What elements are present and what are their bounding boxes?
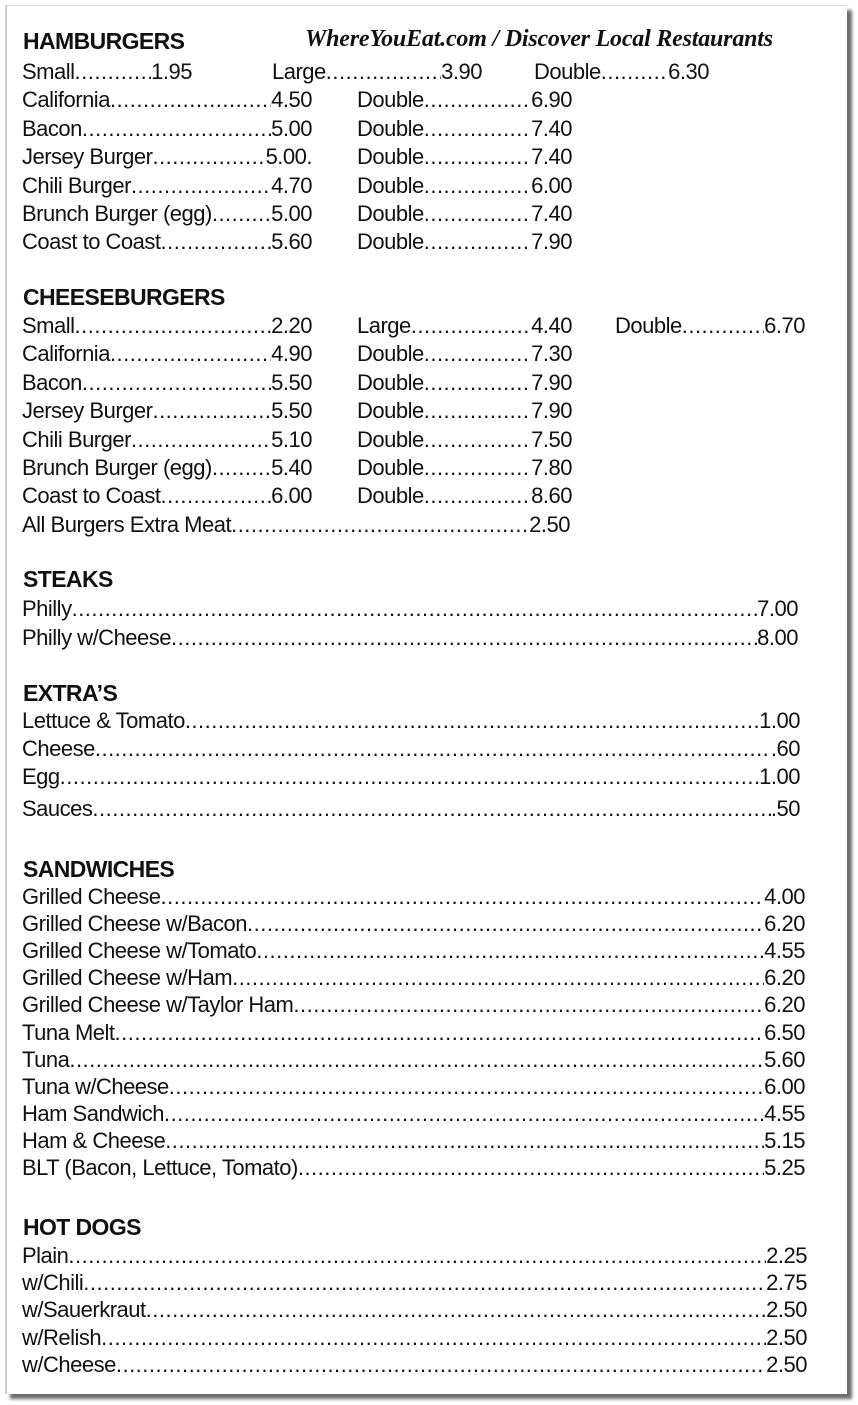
dot-leader bbox=[424, 370, 531, 396]
item-name: Small bbox=[22, 313, 75, 338]
dot-leader bbox=[72, 596, 758, 622]
section-title-steaks: STEAKS bbox=[23, 566, 113, 592]
dot-leader bbox=[82, 116, 271, 142]
item-price: 2.50 bbox=[529, 512, 570, 537]
menu-item bbox=[22, 1101, 805, 1127]
item-price: 5.15 bbox=[764, 1127, 805, 1153]
dot-leader bbox=[601, 59, 668, 85]
section-title-hot-dogs: HOT DOGS bbox=[23, 1214, 141, 1240]
item-price: 2.25 bbox=[766, 1243, 807, 1268]
item-name: Philly w/Cheese bbox=[22, 624, 172, 650]
item-name: Double bbox=[357, 87, 424, 113]
item-price: 7.90 bbox=[531, 229, 572, 255]
menu-row bbox=[22, 59, 192, 85]
dot-leader bbox=[424, 455, 531, 481]
item-name: w/Relish bbox=[22, 1324, 102, 1350]
menu-item bbox=[22, 992, 805, 1018]
dot-leader bbox=[95, 736, 771, 762]
item-name: Coast to Coast bbox=[22, 229, 161, 255]
item-name: Double bbox=[615, 313, 682, 338]
dot-leader bbox=[424, 116, 531, 142]
item-price: 6.90 bbox=[531, 87, 572, 113]
dot-leader bbox=[411, 313, 531, 339]
menu-row-large bbox=[272, 59, 482, 85]
dot-leader bbox=[110, 87, 271, 113]
dot-leader bbox=[424, 229, 531, 255]
item-price: 1.95 bbox=[151, 59, 192, 84]
item-name: Double bbox=[534, 59, 601, 84]
item-price: 5.50 bbox=[271, 398, 312, 424]
menu-row bbox=[22, 455, 312, 481]
item-name: Lettuce & Tomato bbox=[22, 708, 185, 733]
menu-row-double bbox=[357, 427, 572, 453]
dot-leader bbox=[75, 313, 272, 339]
dot-leader bbox=[424, 87, 531, 113]
item-price: 5.00. bbox=[265, 144, 312, 170]
menu-row-double bbox=[534, 59, 709, 85]
item-price: 8.60 bbox=[531, 483, 572, 509]
item-price: 5.25 bbox=[764, 1155, 805, 1180]
item-price: 6.00 bbox=[271, 483, 312, 509]
dot-leader bbox=[110, 341, 271, 367]
extra-meat-row bbox=[22, 512, 570, 538]
item-name: Chili Burger bbox=[22, 172, 131, 198]
item-price: 1.00 bbox=[759, 708, 800, 733]
item-name: Double bbox=[357, 172, 424, 198]
item-price: 7.40 bbox=[531, 144, 572, 170]
item-name: Double bbox=[357, 341, 424, 367]
menu-item bbox=[22, 1155, 805, 1181]
item-name: Large bbox=[272, 59, 326, 84]
item-price: 3.90 bbox=[441, 59, 482, 84]
item-name: Grilled Cheese w/Ham bbox=[22, 965, 233, 991]
dot-leader bbox=[424, 201, 531, 227]
item-name: California bbox=[22, 87, 110, 113]
menu-item bbox=[22, 1297, 807, 1323]
item-price: 7.90 bbox=[531, 398, 572, 424]
dot-leader bbox=[82, 370, 271, 396]
menu-row bbox=[22, 427, 312, 453]
item-price: 7.30 bbox=[531, 341, 572, 367]
menu-item bbox=[22, 911, 805, 937]
menu-row-double bbox=[357, 341, 572, 367]
item-price: 4.55 bbox=[764, 1100, 805, 1126]
menu-row-double bbox=[357, 201, 572, 227]
item-price: 4.00 bbox=[764, 884, 805, 909]
item-name: Bacon bbox=[22, 115, 82, 141]
menu-item bbox=[22, 884, 805, 910]
dot-leader bbox=[101, 1325, 766, 1351]
item-price: 6.70 bbox=[764, 313, 805, 338]
dot-leader bbox=[256, 938, 764, 964]
item-name: Double bbox=[357, 426, 424, 452]
dot-leader bbox=[116, 1352, 766, 1378]
dot-leader bbox=[92, 796, 771, 822]
menu-row bbox=[22, 483, 312, 509]
dot-leader bbox=[247, 911, 764, 937]
menu-row-double bbox=[357, 398, 572, 424]
dot-leader bbox=[185, 708, 759, 734]
item-price: 7.40 bbox=[531, 201, 572, 226]
menu-item bbox=[22, 938, 805, 964]
menu-row-double bbox=[357, 483, 572, 509]
dot-leader bbox=[298, 1155, 764, 1181]
dot-leader bbox=[146, 1297, 767, 1323]
item-name: Brunch Burger (egg) bbox=[22, 201, 212, 226]
item-price: 5.10 bbox=[271, 426, 312, 452]
item-name: Chili Burger bbox=[22, 426, 131, 452]
item-name: California bbox=[22, 341, 110, 367]
site-watermark: WhereYouEat.com / Discover Local Restaurants bbox=[305, 26, 773, 52]
dot-leader bbox=[326, 59, 441, 85]
dot-leader bbox=[152, 144, 265, 170]
item-name: Grilled Cheese bbox=[22, 884, 161, 909]
menu-row bbox=[22, 229, 312, 255]
dot-leader bbox=[165, 1128, 764, 1154]
item-name: Philly bbox=[22, 596, 72, 621]
menu-item bbox=[22, 1243, 807, 1269]
dot-leader bbox=[293, 992, 764, 1018]
item-price: 2.50 bbox=[766, 1324, 807, 1350]
menu-row-double bbox=[357, 313, 572, 339]
item-price: 7.80 bbox=[531, 455, 572, 480]
item-price: 6.20 bbox=[764, 911, 805, 937]
item-price: .60 bbox=[770, 736, 800, 761]
section-title-cheeseburgers: CHEESEBURGERS bbox=[23, 284, 225, 310]
dot-leader bbox=[424, 427, 531, 453]
item-name: Large bbox=[357, 313, 411, 338]
menu-row bbox=[22, 370, 312, 396]
menu-row bbox=[22, 116, 312, 142]
menu-row-double bbox=[357, 455, 572, 481]
item-price: 5.00 bbox=[271, 115, 312, 141]
item-price: 4.70 bbox=[271, 172, 312, 198]
menu-row bbox=[22, 201, 312, 227]
item-price: 8.00 bbox=[757, 624, 798, 650]
dot-leader bbox=[60, 764, 760, 790]
dot-leader bbox=[231, 512, 529, 538]
dot-leader bbox=[152, 398, 271, 424]
item-name: Double bbox=[357, 483, 424, 509]
item-price: .50 bbox=[770, 796, 800, 821]
item-name: Small bbox=[22, 59, 75, 84]
item-name: Egg bbox=[22, 764, 60, 789]
dot-leader bbox=[69, 1047, 764, 1073]
item-name: Jersey Burger bbox=[22, 398, 153, 424]
menu-row-double bbox=[357, 87, 572, 113]
item-name: Double bbox=[357, 201, 424, 226]
section-title-sandwiches: SANDWICHES bbox=[23, 856, 175, 882]
menu-item bbox=[22, 965, 805, 991]
item-price: 2.20 bbox=[271, 313, 312, 338]
dot-leader bbox=[161, 229, 272, 255]
menu-row-double bbox=[357, 144, 572, 170]
menu-item bbox=[22, 764, 800, 790]
menu-row-double bbox=[357, 229, 572, 255]
menu-row bbox=[22, 341, 312, 367]
item-price: 7.40 bbox=[531, 115, 572, 141]
menu-row bbox=[22, 313, 312, 339]
item-price: 7.00 bbox=[757, 596, 798, 621]
item-name: Tuna bbox=[22, 1046, 70, 1072]
dot-leader bbox=[424, 144, 531, 170]
item-name: Tuna Melt bbox=[22, 1019, 115, 1045]
item-price: 2.50 bbox=[766, 1351, 807, 1377]
item-price: 4.55 bbox=[764, 938, 805, 964]
item-price: 6.50 bbox=[764, 1019, 805, 1045]
menu-row bbox=[22, 173, 312, 199]
dot-leader bbox=[171, 625, 757, 651]
item-price: 5.60 bbox=[271, 229, 312, 255]
menu-item bbox=[22, 1128, 805, 1154]
menu-item bbox=[22, 625, 798, 651]
item-name: w/Cheese bbox=[22, 1351, 116, 1377]
item-price: 5.00 bbox=[271, 201, 312, 226]
menu-item bbox=[22, 1047, 805, 1073]
item-name: Plain bbox=[22, 1243, 69, 1268]
menu-item bbox=[22, 596, 798, 622]
item-price: 2.75 bbox=[766, 1270, 807, 1296]
item-name: Grilled Cheese w/Taylor Ham bbox=[22, 992, 294, 1018]
item-price: 6.00 bbox=[531, 172, 572, 198]
item-price: 5.50 bbox=[271, 369, 312, 395]
menu-item bbox=[22, 796, 800, 822]
item-name: Double bbox=[357, 369, 424, 395]
item-price: 5.40 bbox=[271, 455, 312, 480]
item-name: Bacon bbox=[22, 369, 82, 395]
item-price: 4.90 bbox=[271, 341, 312, 367]
menu-item bbox=[22, 1352, 807, 1378]
menu-item bbox=[22, 736, 800, 762]
item-name: Grilled Cheese w/Tomato bbox=[22, 938, 257, 964]
menu-item bbox=[22, 708, 800, 734]
item-price: 4.40 bbox=[531, 313, 572, 338]
item-price: 6.30 bbox=[668, 59, 709, 84]
item-name: Double bbox=[357, 455, 424, 480]
item-price: 2.50 bbox=[766, 1297, 807, 1323]
item-name: BLT (Bacon, Lettuce, Tomato) bbox=[22, 1155, 298, 1180]
menu-row-double bbox=[615, 313, 805, 339]
menu-row-double bbox=[357, 116, 572, 142]
item-name: Double bbox=[357, 115, 424, 141]
dot-leader bbox=[212, 455, 271, 481]
dot-leader bbox=[424, 173, 531, 199]
dot-leader bbox=[161, 884, 765, 910]
item-name: Double bbox=[357, 398, 424, 424]
dot-leader bbox=[131, 427, 271, 453]
menu-item bbox=[22, 1270, 807, 1296]
menu-row bbox=[22, 144, 312, 170]
item-name: Double bbox=[357, 144, 424, 170]
dot-leader bbox=[75, 59, 152, 85]
item-name: Tuna w/Cheese bbox=[22, 1073, 169, 1099]
menu-row-double bbox=[357, 173, 572, 199]
dot-leader bbox=[232, 965, 764, 991]
dot-leader bbox=[424, 341, 531, 367]
item-price: 4.50 bbox=[271, 87, 312, 113]
menu-row bbox=[22, 87, 312, 113]
menu-row-double bbox=[357, 370, 572, 396]
item-name: w/Sauerkraut bbox=[22, 1297, 146, 1323]
item-name: Sauces bbox=[22, 796, 93, 821]
dot-leader bbox=[161, 483, 272, 509]
dot-leader bbox=[115, 1020, 765, 1046]
menu-item bbox=[22, 1020, 805, 1046]
menu-row bbox=[22, 398, 312, 424]
item-price: 6.20 bbox=[764, 992, 805, 1018]
item-name: Ham Sandwich bbox=[22, 1100, 164, 1126]
item-name: Double bbox=[357, 229, 424, 255]
dot-leader bbox=[212, 201, 271, 227]
item-name: All Burgers Extra Meat bbox=[22, 512, 232, 537]
item-price: 6.20 bbox=[764, 965, 805, 991]
item-name: Ham & Cheese bbox=[22, 1127, 166, 1153]
item-name: w/Chili bbox=[22, 1270, 84, 1296]
item-name: Cheese bbox=[22, 736, 95, 761]
item-price: 1.00 bbox=[759, 764, 800, 789]
dot-leader bbox=[424, 398, 531, 424]
dot-leader bbox=[131, 173, 271, 199]
section-title-hamburgers: HAMBURGERS bbox=[23, 28, 185, 54]
dot-leader bbox=[682, 313, 764, 339]
dot-leader bbox=[68, 1243, 766, 1269]
item-name: Jersey Burger bbox=[22, 144, 153, 170]
menu-item bbox=[22, 1325, 807, 1351]
dot-leader bbox=[164, 1101, 764, 1127]
dot-leader bbox=[83, 1270, 766, 1296]
dot-leader bbox=[169, 1074, 764, 1100]
item-price: 7.50 bbox=[531, 426, 572, 452]
dot-leader bbox=[424, 483, 531, 509]
item-price: 7.90 bbox=[531, 369, 572, 395]
item-name: Grilled Cheese w/Bacon bbox=[22, 911, 248, 937]
item-name: Brunch Burger (egg) bbox=[22, 455, 212, 480]
item-price: 5.60 bbox=[764, 1046, 805, 1072]
section-title-extras: EXTRA’S bbox=[23, 680, 118, 706]
item-name: Coast to Coast bbox=[22, 483, 161, 509]
item-price: 6.00 bbox=[764, 1073, 805, 1099]
menu-item bbox=[22, 1074, 805, 1100]
